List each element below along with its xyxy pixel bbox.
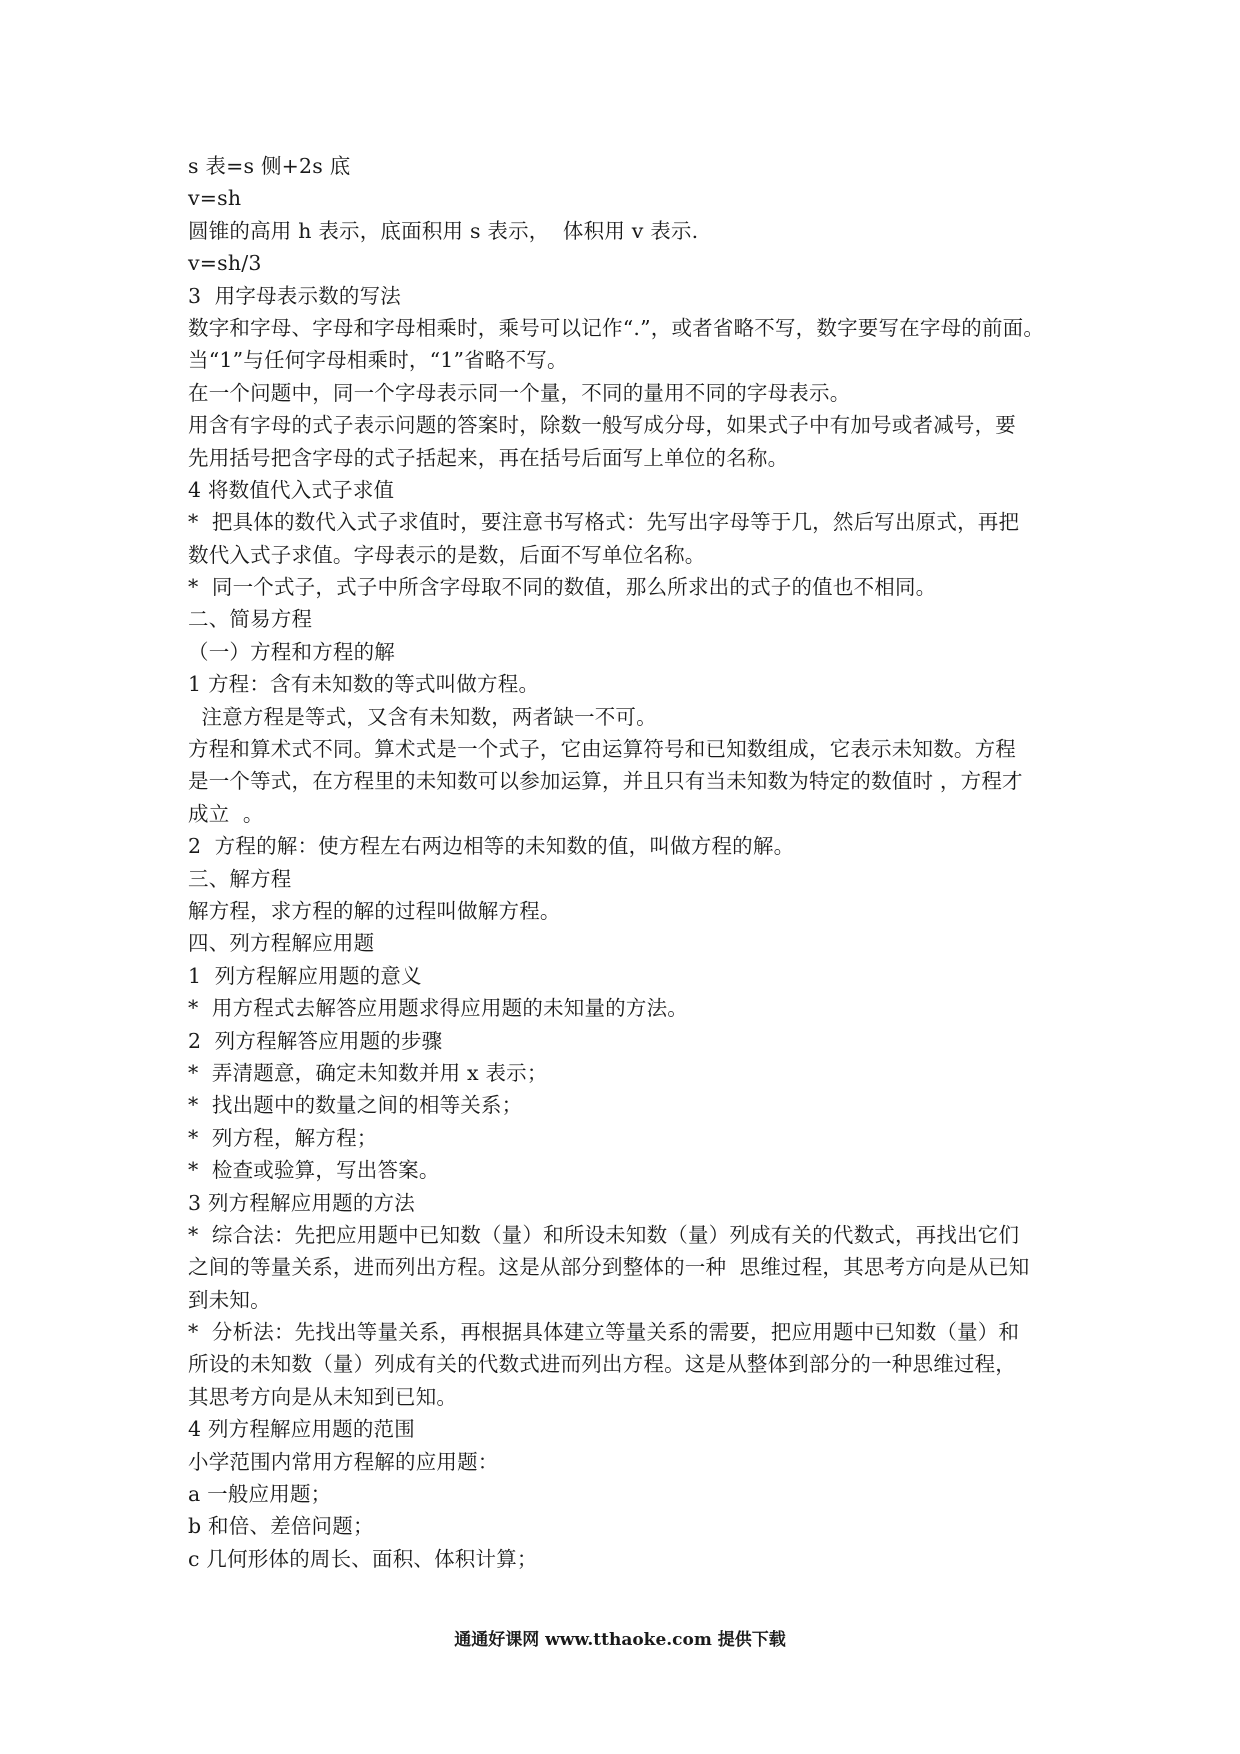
text-line: 数字和字母、字母和字母相乘时，乘号可以记作“.”，或者省略不写，数字要写在字母的前面。 (188, 315, 1045, 340)
bullet-line: * 弄清题意，确定未知数并用 x 表示； (188, 1060, 548, 1085)
text-line: 数代入式子求值。字母表示的是数，后面不写单位名称。 (188, 542, 706, 567)
list-item: b 和倍、差倍问题； (188, 1514, 374, 1539)
text-line: 2 方程的解：使方程左右两边相等的未知数的值，叫做方程的解。 (188, 834, 795, 859)
text-line: 1 方程：含有未知数的等式叫做方程。 (188, 672, 540, 697)
text-line: 在一个问题中，同一个字母表示同一个量，不同的量用不同的字母表示。 (188, 380, 851, 405)
bullet-line: * 同一个式子，式子中所含字母取不同的数值，那么所求出的式子的值也不相同。 (188, 575, 937, 600)
list-item: c 几何形体的周长、面积、体积计算； (188, 1546, 538, 1571)
section-heading: 4 将数值代入式子求值 (188, 477, 395, 502)
text-line: 解方程，求方程的解的过程叫做解方程。 (188, 898, 561, 923)
bullet-line: * 检查或验算，写出答案。 (188, 1158, 440, 1183)
text-line: 是一个等式，在方程里的未知数可以参加运算，并且只有当未知数为特定的数值时 ，方程才 (188, 769, 1023, 794)
text-line: 先用括号把含字母的式子括起来，再在括号后面写上单位的名称。 (188, 445, 789, 470)
subsection-heading: （一）方程和方程的解 (188, 639, 395, 664)
text-line: s 表=s 侧+2s 底 (188, 154, 351, 178)
section-heading: 1 列方程解应用题的意义 (188, 963, 422, 988)
bullet-line: * 列方程，解方程； (188, 1125, 378, 1150)
text-line: 注意方程是等式，又含有未知数，两者缺一不可。 (188, 704, 657, 729)
text-line: 当“1”与任何字母相乘时，“1”省略不写。 (188, 348, 568, 373)
section-heading: 4 列方程解应用题的范围 (188, 1417, 415, 1442)
text-line: 到未知。 (188, 1287, 271, 1312)
text-line: 小学范围内常用方程解的应用题： (188, 1449, 499, 1474)
section-heading: 3 用字母表示数的写法 (188, 283, 401, 308)
text-line: 所设的未知数（量）列成有关的代数式进而列出方程。这是从整体到部分的一种思维过程， (188, 1352, 1016, 1377)
chapter-heading: 四、列方程解应用题 (188, 931, 375, 956)
chapter-heading: 三、解方程 (188, 866, 292, 891)
text-line: v=sh (188, 186, 242, 211)
text-line: 之间的等量关系，进而列出方程。这是从部分到整体的一种 思维过程，其思考方向是从已知 (188, 1255, 1030, 1280)
bullet-line: * 把具体的数代入式子求值时，要注意书写格式：先写出字母等于几，然后写出原式，再把 (188, 510, 1020, 535)
page-footer: 通通好课网 www.tthaoke.com 提供下载 (454, 1630, 786, 1650)
document-body (188, 150, 1068, 1575)
text-line: 其思考方向是从未知到已知。 (188, 1384, 458, 1409)
section-heading: 3 列方程解应用题的方法 (188, 1190, 415, 1215)
section-heading: 2 列方程解答应用题的步骤 (188, 1028, 443, 1053)
bullet-line: * 综合法：先把应用题中已知数（量）和所设未知数（量）列成有关的代数式，再找出它们 (188, 1222, 1020, 1247)
text-line: 方程和算术式不同。算术式是一个式子，它由运算符号和已知数组成，它表示未知数。方程 (188, 737, 1016, 762)
text-line: v=sh/3 (188, 251, 262, 276)
bullet-line: * 用方程式去解答应用题求得应用题的未知量的方法。 (188, 996, 688, 1021)
text-line: 成立 。 (188, 801, 264, 826)
list-item: a 一般应用题； (188, 1482, 332, 1507)
chapter-heading: 二、简易方程 (188, 607, 313, 632)
bullet-line: * 找出题中的数量之间的相等关系； (188, 1093, 523, 1118)
text-line: 圆锥的高用 h 表示，底面积用 s 表示， 体积用 v 表示. (188, 218, 699, 243)
text-line: 用含有字母的式子表示问题的答案时，除数一般写成分母，如果式子中有加号或者减号，要 (188, 413, 1016, 438)
bullet-line: * 分析法：先找出等量关系，再根据具体建立等量关系的需要，把应用题中已知数（量）和 (188, 1320, 1020, 1345)
